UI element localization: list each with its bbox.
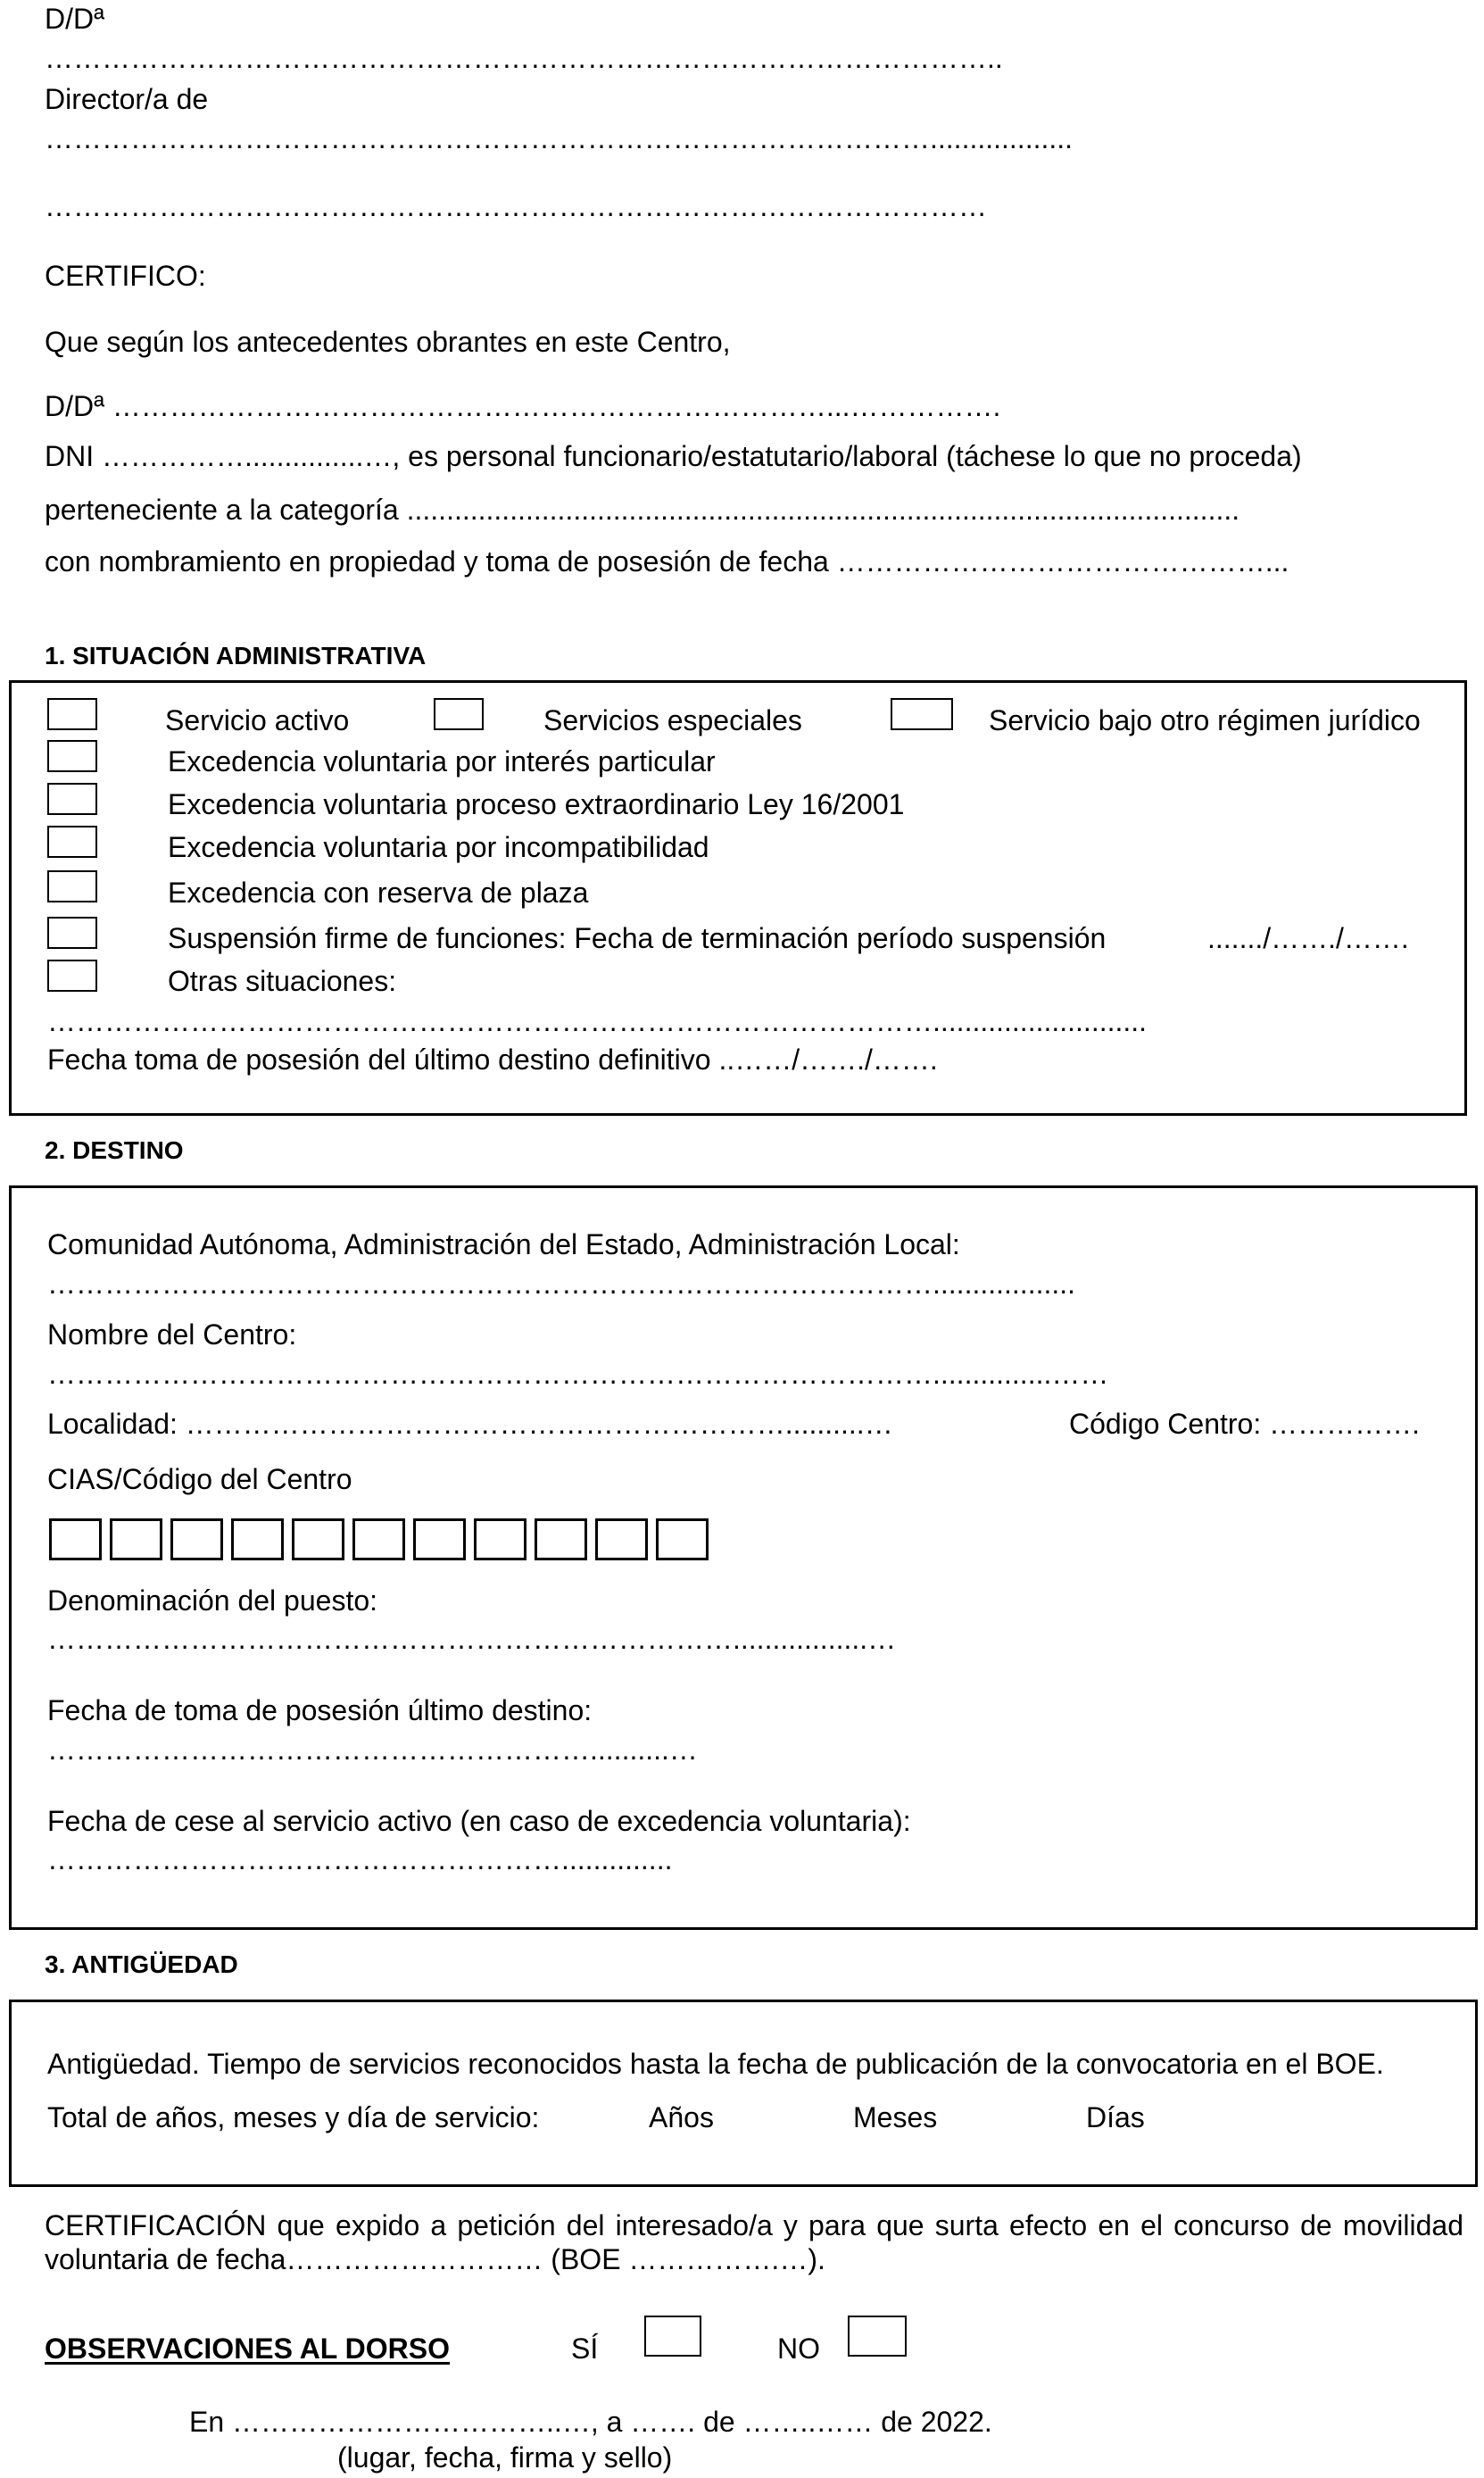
director-label: Director/a de <box>45 83 209 115</box>
director-center-field-2[interactable]: ……………………………………………………………………………………… <box>45 190 987 222</box>
checkbox-suspension[interactable] <box>47 917 97 949</box>
section3-box <box>9 2000 1478 2187</box>
checkbox-otro-regimen[interactable] <box>891 698 953 730</box>
dias-label[interactable]: Días <box>1086 2101 1145 2133</box>
no-label: NO <box>777 2332 820 2365</box>
dda-line[interactable]: D/Dª …………………………………………………………………...……………. <box>45 390 1001 422</box>
denominacion-label: Denominación del puesto: <box>47 1584 378 1617</box>
denominacion-field[interactable]: ……………………………………………………………….................… <box>47 1623 897 1655</box>
otras-situaciones-field[interactable]: …………………………………………………………………………………........................... <box>47 1005 1148 1037</box>
section1-box <box>9 680 1467 1116</box>
section3-title: 3. ANTIGÜEDAD <box>45 1950 238 1978</box>
dda-label: D/Dª <box>45 3 104 35</box>
checkbox-interes-particular[interactable] <box>47 740 97 772</box>
si-label: SÍ <box>571 2332 599 2365</box>
fecha-toma-posesion-definitivo[interactable]: Fecha toma de posesión del último destino definitivo ..……/……./……. <box>47 1044 938 1076</box>
total-servicio-label: Total de años, meses y día de servicio: <box>47 2101 540 2133</box>
certifico-heading: CERTIFICO: <box>45 260 206 292</box>
cias-cell[interactable] <box>292 1518 344 1560</box>
localidad-field[interactable]: Localidad: ………………………………………………………..........… <box>47 1408 893 1440</box>
comunidad-field[interactable]: ………………………………………………………………………………….................. <box>47 1268 1076 1300</box>
label-reserva-plaza: Excedencia con reserva de plaza <box>168 877 589 909</box>
checkbox-incompatibilidad[interactable] <box>47 826 97 858</box>
certificacion-text: CERTIFICACIÓN que expido a petición del interesado/a y para que surta efecto en el concurso de movilidad voluntaria de fecha……………………… (BOE …………….…). <box>45 2209 1463 2276</box>
checkbox-no[interactable] <box>848 2316 907 2357</box>
firma-note: (lugar, fecha, firma y sello) <box>337 2441 673 2474</box>
cias-cell[interactable] <box>49 1518 102 1560</box>
dda-name-field[interactable]: ……………………………………………………………………………………….. <box>45 42 1003 74</box>
codigo-centro-field[interactable]: Código Centro: ……………. <box>1069 1408 1421 1440</box>
fecha-cese-label: Fecha de cese al servicio activo (en caso de excedencia voluntaria): <box>47 1805 911 1837</box>
label-servicios-especiales: Servicios especiales <box>543 704 802 736</box>
label-interes-particular: Excedencia voluntaria por interés particular <box>168 745 716 777</box>
label-proceso-extraordinario: Excedencia voluntaria proceso extraordinario Ley 16/2001 <box>168 788 905 820</box>
nombre-centro-label: Nombre del Centro: <box>47 1318 297 1351</box>
dni-line[interactable]: DNI ……………...............…, es personal funcionario/estatutario/laboral (táchese lo que no proceda) <box>45 440 1302 472</box>
cias-cell[interactable] <box>170 1518 223 1560</box>
label-otro-regimen: Servicio bajo otro régimen jurídico <box>989 704 1421 736</box>
checkbox-servicio-activo[interactable] <box>47 698 97 730</box>
suspension-date-field[interactable]: ......./……./……. <box>1207 922 1409 954</box>
anos-label[interactable]: Años <box>649 2101 714 2133</box>
fecha-toma-ultimo-label: Fecha de toma de posesión último destino: <box>47 1694 593 1726</box>
cias-cell[interactable] <box>110 1518 162 1560</box>
label-suspension: Suspensión firme de funciones: Fecha de terminación período suspensión <box>168 922 1107 954</box>
label-otras-situaciones: Otras situaciones: <box>168 965 397 997</box>
checkbox-si[interactable] <box>644 2316 701 2357</box>
label-servicio-activo: Servicio activo <box>165 704 350 736</box>
fecha-toma-ultimo-field[interactable]: …………………………………………………..........… <box>47 1734 698 1766</box>
cias-cell[interactable] <box>595 1518 648 1560</box>
cias-cell[interactable] <box>474 1518 526 1560</box>
label-incompatibilidad: Excedencia voluntaria por incompatibilidad <box>168 831 709 863</box>
fecha-cese-field[interactable]: ……………………………………………….............. <box>47 1843 673 1875</box>
nombre-centro-field[interactable]: …………………………………………………………………………………...............…… <box>47 1358 1109 1390</box>
nombramiento-line[interactable]: con nombramiento en propiedad y toma de posesión de fecha ………………………………………... <box>45 545 1289 578</box>
checkbox-otras-situaciones[interactable] <box>47 960 97 992</box>
antiguedad-text: Antigüedad. Tiempo de servicios reconocidos hasta la fecha de publicación de la convocatoria en el BOE. <box>47 2048 1384 2080</box>
antecedentes-text: Que según los antecedentes obrantes en este Centro, <box>45 326 731 358</box>
meses-label[interactable]: Meses <box>853 2101 938 2133</box>
cias-cell[interactable] <box>535 1518 587 1560</box>
observaciones-label: OBSERVACIONES AL DORSO <box>45 2332 450 2365</box>
cias-cell[interactable] <box>231 1518 284 1560</box>
cias-cell[interactable] <box>352 1518 405 1560</box>
comunidad-label: Comunidad Autónoma, Administración del Estado, Administración Local: <box>47 1228 960 1260</box>
lugar-fecha-line[interactable]: En ……………………………..…, a ……. de ……..…… de 2022. <box>189 2406 992 2438</box>
cias-cell[interactable] <box>413 1518 466 1560</box>
checkbox-reserva-plaza[interactable] <box>47 870 97 902</box>
categoria-line[interactable]: perteneciente a la categoría ......................................................................................................... <box>45 494 1240 526</box>
checkbox-servicios-especiales[interactable] <box>434 698 484 730</box>
cias-cell[interactable] <box>656 1518 709 1560</box>
section2-title: 2. DESTINO <box>45 1136 184 1164</box>
checkbox-proceso-extraordinario[interactable] <box>47 783 97 815</box>
cias-label: CIAS/Código del Centro <box>47 1463 352 1495</box>
section2-box <box>9 1185 1478 1930</box>
director-center-field[interactable]: ………………………………………………………………………………….................. <box>45 122 1074 154</box>
section1-title: 1. SITUACIÓN ADMINISTRATIVA <box>45 642 427 669</box>
